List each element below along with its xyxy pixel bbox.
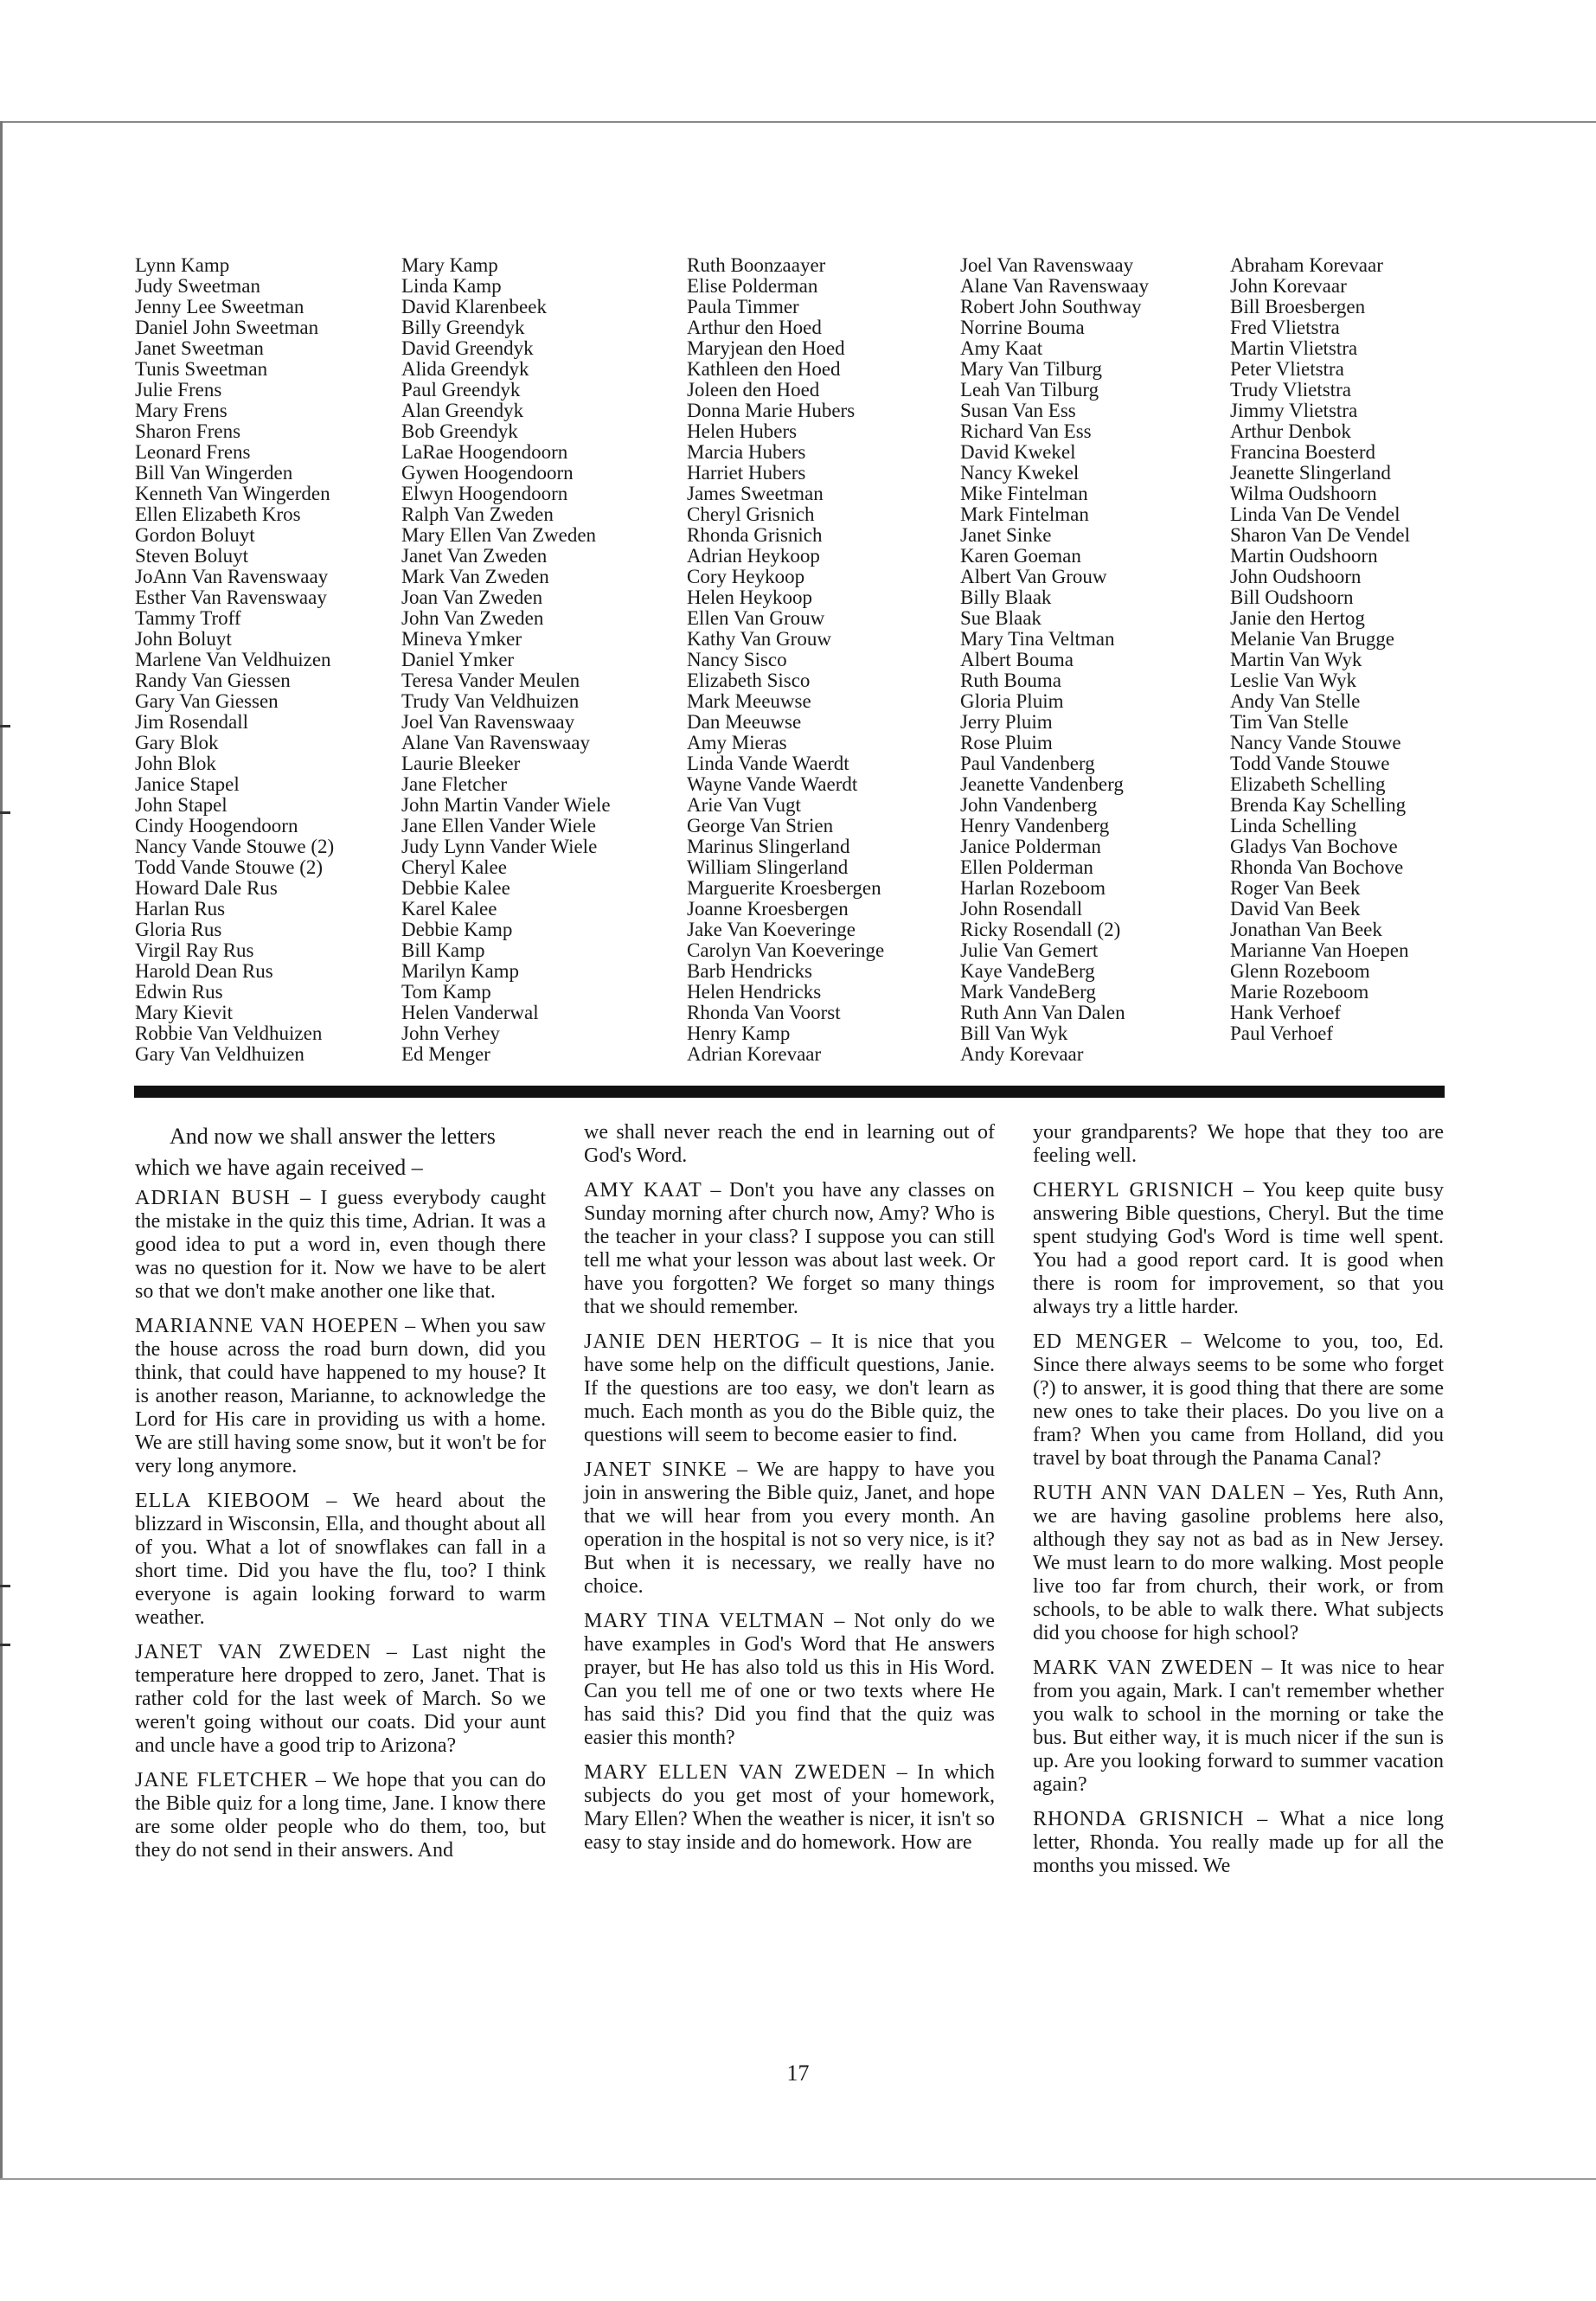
letter-reply-text: – We are happy to have you join in answering the Bible quiz, Janet, and hope that we will hear from you every month. An operation in the hospital is not so very nice, is it? But when it is necessary, we really have no choice. bbox=[584, 1458, 995, 1598]
subscriber-name: Mary Ellen Van Zweden bbox=[401, 524, 597, 546]
letter-reply bbox=[135, 1641, 546, 1758]
subscriber-name: Cory Heykoop bbox=[687, 566, 805, 587]
subscriber-name: Ricky Rosendall (2) bbox=[960, 919, 1121, 940]
letters-column-3 bbox=[1033, 1121, 1444, 1889]
names-column-4 bbox=[960, 255, 1149, 1065]
subscriber-name: Gladys Van Bochove bbox=[1230, 836, 1398, 857]
subscriber-name: Howard Dale Rus bbox=[135, 877, 278, 899]
subscriber-name: Sharon Frens bbox=[135, 420, 241, 442]
names-column-5 bbox=[1230, 255, 1410, 1044]
subscriber-name: Glenn Rozeboom bbox=[1230, 960, 1370, 982]
subscriber-name: John Verhey bbox=[401, 1022, 500, 1044]
subscriber-name: Joleen den Hoed bbox=[687, 379, 820, 401]
letter-writer-name: AMY KAAT bbox=[584, 1179, 702, 1202]
subscriber-name: Paula Timmer bbox=[687, 296, 799, 317]
intro-text: And now we shall answer the letters which we have again received – bbox=[135, 1124, 496, 1180]
subscriber-name: Mike Fintelman bbox=[960, 483, 1088, 504]
margin-tick bbox=[0, 725, 10, 727]
subscriber-name: Ruth Ann Van Dalen bbox=[960, 1002, 1125, 1023]
subscriber-name: Daniel Ymker bbox=[401, 649, 515, 670]
subscriber-name: John Oudshoorn bbox=[1230, 566, 1362, 587]
letter-writer-name: MARY TINA VELTMAN bbox=[584, 1610, 825, 1632]
subscriber-name: Ralph Van Zweden bbox=[401, 503, 554, 525]
subscriber-name: John Martin Vander Wiele bbox=[401, 794, 611, 816]
subscriber-name: Amy Mieras bbox=[687, 732, 787, 753]
letters-column-1 bbox=[135, 1121, 546, 1874]
subscriber-name: Paul Vandenberg bbox=[960, 753, 1095, 774]
subscriber-name: Leonard Frens bbox=[135, 441, 251, 463]
subscriber-name: Susan Van Ess bbox=[960, 400, 1076, 421]
margin-tick bbox=[0, 1644, 10, 1646]
subscriber-name: Martin Vlietstra bbox=[1230, 337, 1358, 359]
letters-list-2 bbox=[584, 1179, 995, 1855]
names-column-1 bbox=[135, 255, 334, 1065]
subscriber-name: Paul Verhoef bbox=[1230, 1022, 1334, 1044]
subscriber-name: Mary Frens bbox=[135, 400, 228, 421]
subscriber-name: Dan Meeuwse bbox=[687, 711, 802, 733]
subscriber-name: Leslie Van Wyk bbox=[1230, 670, 1356, 691]
letters-list-1 bbox=[135, 1187, 546, 1862]
names-column-3 bbox=[687, 255, 884, 1065]
subscriber-name: Todd Vande Stouwe bbox=[1230, 753, 1390, 774]
subscriber-name: Elizabeth Schelling bbox=[1230, 773, 1386, 795]
subscriber-name: John Korevaar bbox=[1230, 275, 1347, 297]
subscriber-name: Marilyn Kamp bbox=[401, 960, 520, 982]
subscriber-name: Carolyn Van Koeveringe bbox=[687, 939, 885, 961]
letters-column-2 bbox=[584, 1121, 995, 1866]
letter-reply bbox=[1033, 1657, 1444, 1797]
subscriber-name: Adrian Korevaar bbox=[687, 1043, 822, 1065]
letter-reply bbox=[135, 1769, 546, 1862]
subscriber-name: Gordon Boluyt bbox=[135, 524, 255, 546]
subscriber-name: Wayne Vande Waerdt bbox=[687, 773, 858, 795]
continuation-text: your grandparents? We hope that they too are feeling well. bbox=[1033, 1121, 1444, 1167]
subscriber-name: Joanne Kroesbergen bbox=[687, 898, 849, 920]
letter-writer-name: CHERYL GRISNICH bbox=[1033, 1179, 1234, 1202]
subscriber-name: Linda Schelling bbox=[1230, 815, 1357, 836]
page-edge-left bbox=[0, 121, 3, 2180]
subscriber-name: Billy Greendyk bbox=[401, 317, 525, 338]
subscriber-name: Barb Hendricks bbox=[687, 960, 812, 982]
subscriber-name: Nancy Kwekel bbox=[960, 462, 1080, 484]
subscriber-name: Mary Kievit bbox=[135, 1002, 234, 1023]
subscriber-name: Nancy Vande Stouwe bbox=[1230, 732, 1401, 753]
subscriber-name: Helen Heykoop bbox=[687, 586, 812, 608]
subscriber-name: Alane Van Ravenswaay bbox=[401, 732, 591, 753]
subscriber-name: Marlene Van Veldhuizen bbox=[135, 649, 331, 670]
letter-reply bbox=[1033, 1808, 1444, 1878]
letter-reply-text: – Last night the temperature here dropped to zero, Janet. That is rather cold for the last week of March. So we weren't going without our coats. Did your aunt and uncle have a good trip to Arizona? bbox=[135, 1641, 547, 1757]
subscriber-name: Gary Van Giessen bbox=[135, 690, 279, 712]
section-divider-rule bbox=[134, 1086, 1445, 1098]
subscriber-name: Marcia Hubers bbox=[687, 441, 806, 463]
letter-writer-name: ELLA KIEBOOM bbox=[135, 1490, 311, 1512]
letter-reply-text: – Not only do we have examples in God's Word that He answers prayer, but He has also told us this in His Word. Can you tell me of one or two texts where He has said this? Did you find that the quiz was easier this month? bbox=[584, 1610, 996, 1749]
letter-reply-text: – It was nice to hear from you again, Mark. I can't remember whether you walk to school in the morning or take the bus. But either way, it is much nicer if the sun is up. Are you looking forward to summer vacation again? bbox=[1033, 1657, 1445, 1796]
subscriber-name: Maryjean den Hoed bbox=[687, 337, 845, 359]
subscriber-name: Linda Van De Vendel bbox=[1230, 503, 1401, 525]
letter-writer-name: MARIANNE VAN HOEPEN bbox=[135, 1315, 400, 1337]
letter-reply-text: – It is nice that you have some help on the difficult questions, Janie. If the questions are too easy, we don't learn as much. Each month as you do the Bible quiz, the questions will seem to become easier to find. bbox=[584, 1330, 996, 1446]
subscriber-name: Harlan Rus bbox=[135, 898, 226, 920]
letter-reply-text: – What a nice long letter, Rhonda. You really made up for all the months you missed. We bbox=[1033, 1808, 1444, 1877]
subscriber-name: Ruth Boonzaayer bbox=[687, 254, 826, 276]
subscriber-name: Jake Van Koeveringe bbox=[687, 919, 856, 940]
subscriber-name: Martin Van Wyk bbox=[1230, 649, 1362, 670]
letter-reply bbox=[135, 1315, 546, 1478]
subscriber-name: Richard Van Ess bbox=[960, 420, 1092, 442]
letter-reply bbox=[135, 1490, 546, 1630]
subscriber-name: Gywen Hoogendoorn bbox=[401, 462, 574, 484]
letter-writer-name: ADRIAN BUSH bbox=[135, 1187, 291, 1209]
letter-writer-name: MARY ELLEN VAN ZWEDEN bbox=[584, 1761, 888, 1784]
subscriber-name: Ellen Polderman bbox=[960, 856, 1093, 878]
subscriber-name: Debbie Kamp bbox=[401, 919, 513, 940]
letter-reply-text: – I guess everybody caught the mistake in the quiz this time, Adrian. It was a good idea to put a word in, even though there was no question for it. Now we have to be alert so that we don't make another one like that. bbox=[135, 1187, 547, 1303]
subscriber-name: Teresa Vander Meulen bbox=[401, 670, 580, 691]
subscriber-name: Bill Van Wingerden bbox=[135, 462, 293, 484]
subscriber-name: Albert Bouma bbox=[960, 649, 1074, 670]
subscriber-name: Amy Kaat bbox=[960, 337, 1043, 359]
subscriber-name: Bob Greendyk bbox=[401, 420, 518, 442]
subscriber-name: Trudy Vlietstra bbox=[1230, 379, 1351, 401]
page-number: 17 bbox=[786, 2061, 810, 2086]
subscriber-name: Mineva Ymker bbox=[401, 628, 522, 650]
letter-writer-name: ED MENGER bbox=[1033, 1330, 1169, 1353]
subscriber-name: Elwyn Hoogendoorn bbox=[401, 483, 568, 504]
subscriber-name: Tim Van Stelle bbox=[1230, 711, 1349, 733]
subscriber-name: John Rosendall bbox=[960, 898, 1083, 920]
page-edge-bottom bbox=[0, 2178, 1596, 2180]
subscriber-name: Kathy Van Grouw bbox=[687, 628, 831, 650]
subscriber-name: Joan Van Zweden bbox=[401, 586, 543, 608]
subscriber-name: Trudy Van Veldhuizen bbox=[401, 690, 580, 712]
subscriber-name: Rhonda Van Voorst bbox=[687, 1002, 841, 1023]
subscriber-name: Mary Kamp bbox=[401, 254, 498, 276]
subscriber-name: Harriet Hubers bbox=[687, 462, 806, 484]
subscriber-name: Alane Van Ravenswaay bbox=[960, 275, 1150, 297]
subscriber-name: Tom Kamp bbox=[401, 981, 491, 1003]
subscriber-name: Edwin Rus bbox=[135, 981, 223, 1003]
page-edge-top bbox=[0, 121, 1596, 123]
subscriber-name: David Greendyk bbox=[401, 337, 534, 359]
subscriber-name: Henry Vandenberg bbox=[960, 815, 1110, 836]
letter-reply bbox=[1033, 1482, 1444, 1645]
subscriber-name: Karel Kalee bbox=[401, 898, 497, 920]
subscriber-name: Gloria Pluim bbox=[960, 690, 1064, 712]
subscriber-name: Cheryl Grisnich bbox=[687, 503, 815, 525]
subscriber-name: Elise Polderman bbox=[687, 275, 818, 297]
subscriber-name: John Van Zweden bbox=[401, 607, 544, 629]
subscriber-name: Elizabeth Sisco bbox=[687, 670, 811, 691]
subscriber-name: Kaye VandeBerg bbox=[960, 960, 1095, 982]
subscriber-name: John Boluyt bbox=[135, 628, 232, 650]
letter-reply-text: – When you saw the house across the road burn down, did you think, that could have happened to my house? It is another reason, Marianne, to acknowledge the Lord for His care in providing us with a home. We are still having some snow, but it won't be for very long anymore. bbox=[135, 1315, 547, 1477]
subscriber-name: Rhonda Grisnich bbox=[687, 524, 823, 546]
letter-reply bbox=[135, 1187, 546, 1304]
subscriber-name: Gary Van Veldhuizen bbox=[135, 1043, 304, 1065]
subscriber-name: Judy Lynn Vander Wiele bbox=[401, 836, 598, 857]
subscriber-name: Kathleen den Hoed bbox=[687, 358, 841, 380]
subscriber-name: Karen Goeman bbox=[960, 545, 1081, 567]
subscriber-name: Harlan Rozeboom bbox=[960, 877, 1106, 899]
subscriber-name: Melanie Van Brugge bbox=[1230, 628, 1394, 650]
subscriber-name: Helen Hubers bbox=[687, 420, 798, 442]
subscriber-name: Ruth Bouma bbox=[960, 670, 1061, 691]
subscriber-name: James Sweetman bbox=[687, 483, 824, 504]
subscriber-name: Cheryl Kalee bbox=[401, 856, 507, 878]
subscriber-name: JoAnn Van Ravenswaay bbox=[135, 566, 329, 587]
subscriber-name: Bill Broesbergen bbox=[1230, 296, 1366, 317]
letter-reply-text: – Yes, Ruth Ann, we are having gasoline problems here also, although they say not as bad as in New Jersey. We must learn to do more walking. Most people live too far from church, their work, or from schools, to be able to walk there. What subjects did you choose for high school? bbox=[1033, 1482, 1445, 1644]
subscriber-name: Donna Marie Hubers bbox=[687, 400, 856, 421]
letter-reply-text: – Welcome to you, too, Ed. Since there always seems to be some who forget (?) to answer, it is good thing that there are some new ones to take their places. Do you live on a fram? When you came from Holland, did you travel by boat through the Panama Canal? bbox=[1033, 1330, 1445, 1470]
subscriber-name: Kenneth Van Wingerden bbox=[135, 483, 330, 504]
subscriber-name: Joel Van Ravenswaay bbox=[401, 711, 575, 733]
letter-reply-text: – Don't you have any classes on Sunday morning after church now, Amy? Who is the teacher in your class? I suppose you can still tell me what your lesson was about last week. Or have you forgotten? We forget so many things that we should remember. bbox=[584, 1179, 995, 1318]
subscriber-name: Jonathan Van Beek bbox=[1230, 919, 1382, 940]
subscriber-name: Peter Vlietstra bbox=[1230, 358, 1344, 380]
continuation-text: we shall never reach the end in learning out of God's Word. bbox=[584, 1121, 995, 1167]
subscriber-name: Jim Rosendall bbox=[135, 711, 248, 733]
subscriber-name: Mark Meeuwse bbox=[687, 690, 811, 712]
subscriber-name: Mark Van Zweden bbox=[401, 566, 549, 587]
subscriber-name: Marinus Slingerland bbox=[687, 836, 850, 857]
subscriber-name: Jeanette Vandenberg bbox=[960, 773, 1124, 795]
subscriber-name: Arie Van Vugt bbox=[687, 794, 801, 816]
subscriber-name: John Stapel bbox=[135, 794, 228, 816]
subscriber-name: Wilma Oudshoorn bbox=[1230, 483, 1377, 504]
subscriber-name: Steven Boluyt bbox=[135, 545, 248, 567]
letters-list-3 bbox=[1033, 1179, 1444, 1878]
subscriber-name: Janet Sweetman bbox=[135, 337, 264, 359]
names-column-2 bbox=[401, 255, 611, 1065]
subscriber-name: William Slingerland bbox=[687, 856, 849, 878]
subscriber-name: Bill Oudshoorn bbox=[1230, 586, 1354, 608]
subscriber-name: Alan Greendyk bbox=[401, 400, 524, 421]
subscriber-name: Helen Hendricks bbox=[687, 981, 822, 1003]
subscriber-name: Debbie Kalee bbox=[401, 877, 510, 899]
subscriber-name: Albert Van Grouw bbox=[960, 566, 1107, 587]
subscriber-name: Laurie Bleeker bbox=[401, 753, 521, 774]
subscriber-name: Henry Kamp bbox=[687, 1022, 791, 1044]
subscriber-name: Julie Frens bbox=[135, 379, 222, 401]
letter-writer-name: RUTH ANN VAN DALEN bbox=[1033, 1482, 1286, 1504]
subscriber-name: Mary Tina Veltman bbox=[960, 628, 1115, 650]
subscriber-name: David Klarenbeek bbox=[401, 296, 547, 317]
margin-tick bbox=[0, 811, 10, 814]
subscriber-name: Janie den Hertog bbox=[1230, 607, 1365, 629]
letter-writer-name: JANE FLETCHER bbox=[135, 1769, 309, 1791]
subscriber-name: Marianne Van Hoepen bbox=[1230, 939, 1409, 961]
subscriber-name: Todd Vande Stouwe (2) bbox=[135, 856, 324, 878]
subscriber-name: Janice Polderman bbox=[960, 836, 1101, 857]
subscriber-name: Linda Kamp bbox=[401, 275, 502, 297]
subscriber-name: Francina Boesterd bbox=[1230, 441, 1375, 463]
letter-reply bbox=[584, 1330, 995, 1447]
subscriber-name: Leah Van Tilburg bbox=[960, 379, 1099, 401]
subscriber-name: John Vandenberg bbox=[960, 794, 1098, 816]
subscriber-name: Arthur den Hoed bbox=[687, 317, 822, 338]
letter-reply bbox=[1033, 1179, 1444, 1319]
subscriber-name: Joel Van Ravenswaay bbox=[960, 254, 1134, 276]
subscriber-name: Janice Stapel bbox=[135, 773, 240, 795]
subscriber-name: Cindy Hoogendoorn bbox=[135, 815, 298, 836]
subscriber-name: Virgil Ray Rus bbox=[135, 939, 254, 961]
subscriber-name: Andy Van Stelle bbox=[1230, 690, 1361, 712]
subscriber-name: Randy Van Giessen bbox=[135, 670, 291, 691]
letter-writer-name: JANIE DEN HERTOG bbox=[584, 1330, 801, 1353]
subscriber-name: Robbie Van Veldhuizen bbox=[135, 1022, 323, 1044]
subscriber-name: Adrian Heykoop bbox=[687, 545, 820, 567]
subscriber-name: Jeanette Slingerland bbox=[1230, 462, 1391, 484]
letter-reply-text: – We hope that you can do the Bible quiz for a long time, Jane. I know there are some older people who do them, too, but they do not send in their answers. And bbox=[135, 1769, 546, 1862]
letter-writer-name: JANET VAN ZWEDEN bbox=[135, 1641, 372, 1663]
subscriber-name: Mark Fintelman bbox=[960, 503, 1089, 525]
letter-reply bbox=[1033, 1330, 1444, 1471]
subscriber-name: Paul Greendyk bbox=[401, 379, 521, 401]
letter-writer-name: JANET SINKE bbox=[584, 1458, 727, 1481]
subscriber-name: Andy Korevaar bbox=[960, 1043, 1084, 1065]
subscriber-name: Marie Rozeboom bbox=[1230, 981, 1369, 1003]
subscriber-name: Nancy Sisco bbox=[687, 649, 787, 670]
subscriber-name: Janet Sinke bbox=[960, 524, 1052, 546]
subscriber-name: Norrine Bouma bbox=[960, 317, 1085, 338]
letter-reply bbox=[584, 1610, 995, 1750]
subscriber-name: Esther Van Ravenswaay bbox=[135, 586, 327, 608]
letter-reply bbox=[584, 1179, 995, 1319]
letter-reply bbox=[584, 1458, 995, 1599]
subscriber-name: Harold Dean Rus bbox=[135, 960, 273, 982]
subscriber-name: Judy Sweetman bbox=[135, 275, 261, 297]
subscriber-name: Jane Ellen Vander Wiele bbox=[401, 815, 596, 836]
subscriber-name: Bill Kamp bbox=[401, 939, 485, 961]
subscriber-name: Tunis Sweetman bbox=[135, 358, 268, 380]
subscriber-name: Linda Vande Waerdt bbox=[687, 753, 849, 774]
subscriber-name: Abraham Korevaar bbox=[1230, 254, 1383, 276]
subscriber-name: Roger Van Beek bbox=[1230, 877, 1361, 899]
subscriber-name: Jerry Pluim bbox=[960, 711, 1053, 733]
subscriber-name: Marguerite Kroesbergen bbox=[687, 877, 881, 899]
subscriber-name: Billy Blaak bbox=[960, 586, 1052, 608]
subscriber-name: Ed Menger bbox=[401, 1043, 490, 1065]
subscriber-name: Brenda Kay Schelling bbox=[1230, 794, 1407, 816]
letter-writer-name: MARK VAN ZWEDEN bbox=[1033, 1657, 1254, 1679]
letter-reply bbox=[584, 1761, 995, 1855]
subscriber-name: Robert John Southway bbox=[960, 296, 1142, 317]
subscriber-name: Bill Van Wyk bbox=[960, 1022, 1068, 1044]
subscriber-name: Sharon Van De Vendel bbox=[1230, 524, 1411, 546]
subscriber-name: Rhonda Van Bochove bbox=[1230, 856, 1404, 878]
subscriber-name: Fred Vlietstra bbox=[1230, 317, 1340, 338]
subscriber-name: Hank Verhoef bbox=[1230, 1002, 1341, 1023]
subscriber-name: Helen Vanderwal bbox=[401, 1002, 539, 1023]
subscriber-name: Janet Van Zweden bbox=[401, 545, 548, 567]
letter-reply-text: – In which subjects do you get most of your homework, Mary Ellen? When the weather is nicer, it isn't so easy to stay inside and do homework. How are bbox=[584, 1761, 995, 1854]
margin-tick bbox=[0, 1585, 10, 1587]
subscriber-name: Jenny Lee Sweetman bbox=[135, 296, 304, 317]
subscriber-name: Sue Blaak bbox=[960, 607, 1042, 629]
subscriber-name: Daniel John Sweetman bbox=[135, 317, 319, 338]
subscriber-name: Lynn Kamp bbox=[135, 254, 230, 276]
subscriber-name: Jane Fletcher bbox=[401, 773, 507, 795]
letter-reply-text: – We heard about the blizzard in Wisconsin, Ella, and thought about all of you. What a lot of snowflakes can fall in a short time. Did you have the flu, too? I think everyone is again looking forward to warm weather. bbox=[135, 1490, 546, 1629]
subscriber-name: Mark VandeBerg bbox=[960, 981, 1096, 1003]
subscriber-name: Martin Oudshoorn bbox=[1230, 545, 1378, 567]
subscriber-name: David Van Beek bbox=[1230, 898, 1361, 920]
subscriber-name: Mary Van Tilburg bbox=[960, 358, 1103, 380]
letter-reply-text: – You keep quite busy answering Bible questions, Cheryl. But the time spent studying God's Word is time well spent. You had a good report card. It is good when there is room for improvement, so that you always try a little harder. bbox=[1033, 1179, 1444, 1318]
subscriber-name: John Blok bbox=[135, 753, 216, 774]
subscriber-name: Jimmy Vlietstra bbox=[1230, 400, 1358, 421]
subscriber-name: Ellen Elizabeth Kros bbox=[135, 503, 301, 525]
subscriber-name: Nancy Vande Stouwe (2) bbox=[135, 836, 335, 857]
subscriber-name: Alida Greendyk bbox=[401, 358, 529, 380]
subscriber-name: Ellen Van Grouw bbox=[687, 607, 825, 629]
subscriber-name: David Kwekel bbox=[960, 441, 1076, 463]
subscriber-name: Gloria Rus bbox=[135, 919, 222, 940]
subscriber-name: Tammy Troff bbox=[135, 607, 241, 629]
letter-writer-name: RHONDA GRISNICH bbox=[1033, 1808, 1245, 1830]
subscriber-name: LaRae Hoogendoorn bbox=[401, 441, 568, 463]
subscriber-name: Arthur Denbok bbox=[1230, 420, 1351, 442]
subscriber-name: George Van Strien bbox=[687, 815, 834, 836]
subscriber-name: Julie Van Gemert bbox=[960, 939, 1099, 961]
subscriber-name: Rose Pluim bbox=[960, 732, 1053, 753]
subscriber-name: Gary Blok bbox=[135, 732, 219, 753]
